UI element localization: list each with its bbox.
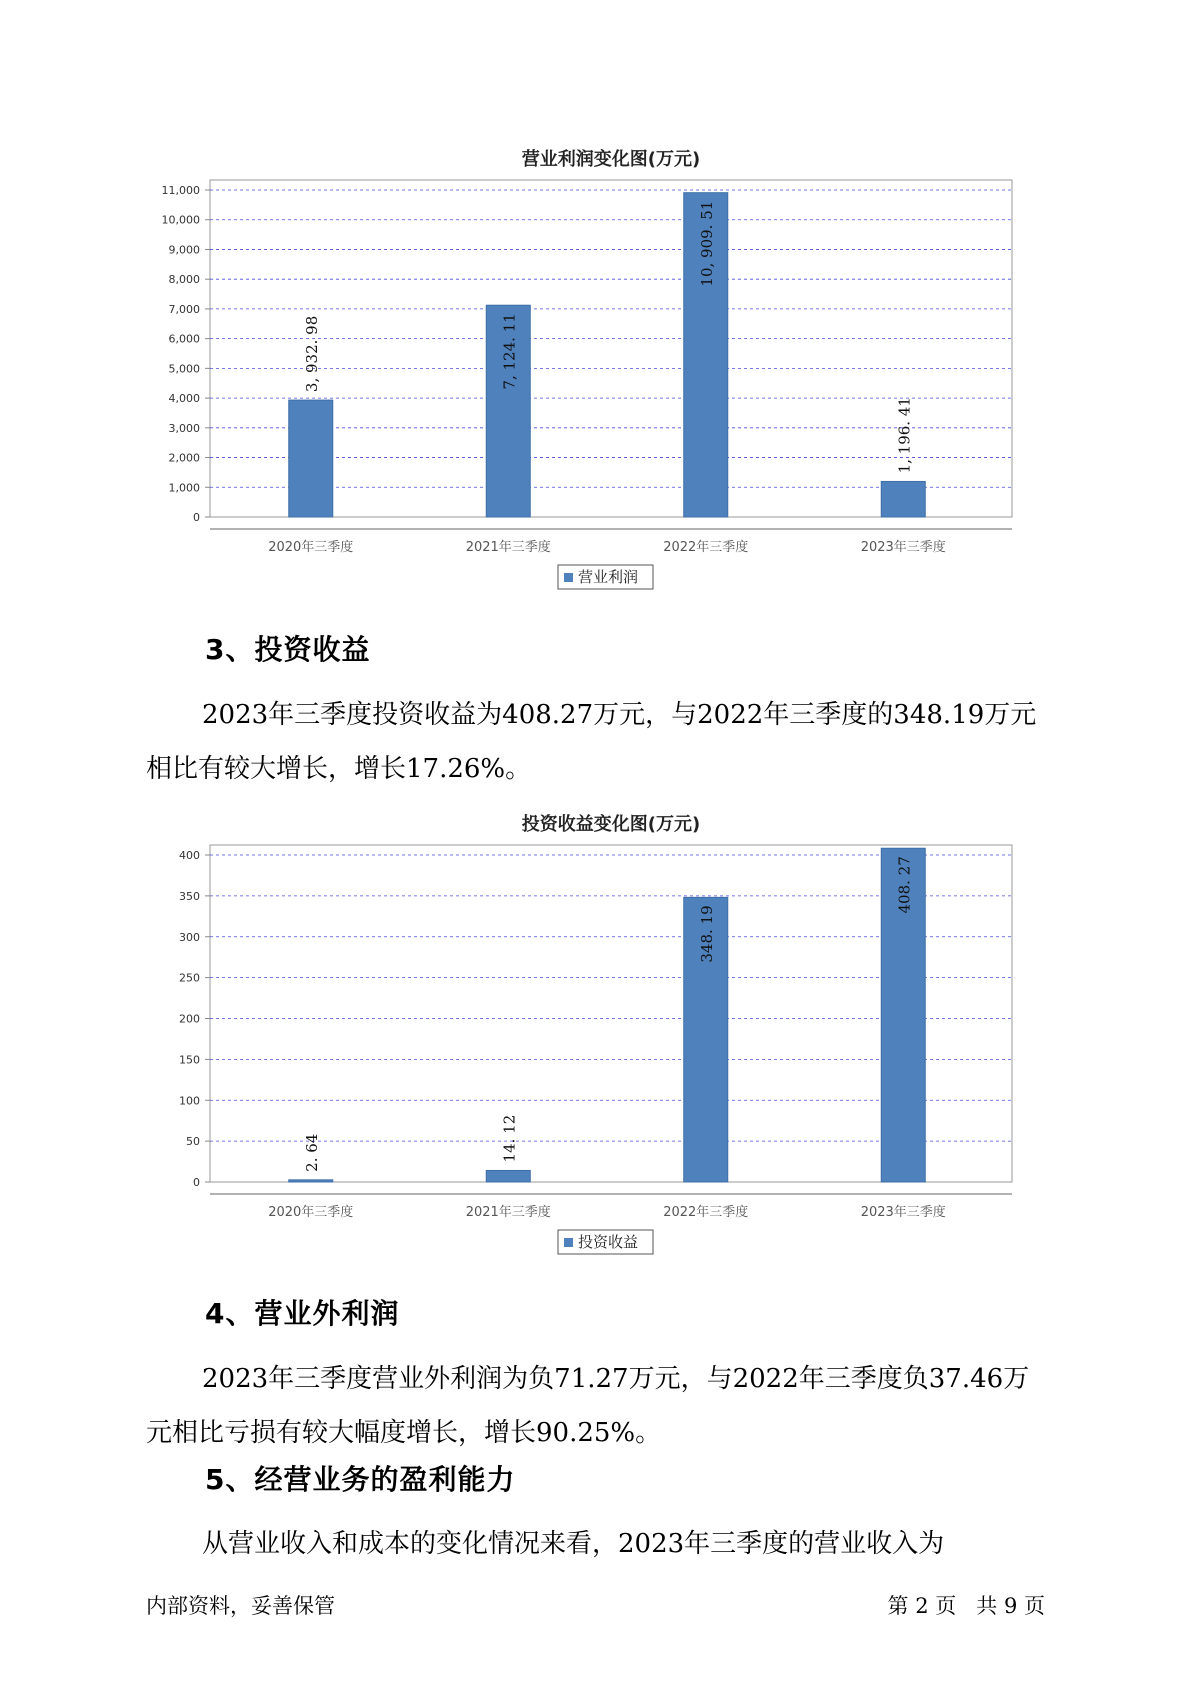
chart-title: 营业利润变化图(万元) [521,149,701,170]
investment-income-chart-svg [0,800,1191,1260]
x-tick-label: 2021年三季度 [465,1205,551,1220]
y-tick-label: 0 [193,1176,200,1189]
y-tick-label: 4,000 [168,392,200,406]
x-tick-label: 2020年三季度 [268,540,354,555]
y-tick-label: 200 [179,1012,200,1026]
section-3-heading: 3、投资收益 [205,633,371,666]
bar-value-label: 1, 196. 41 [895,397,914,474]
footer-confidential: 内部资料，妥善保管 [146,1594,335,1618]
bar-value-label: 7, 124. 11 [500,313,519,390]
section-4-paragraph [146,1352,1046,1460]
y-tick-label: 100 [179,1094,200,1108]
bar-value-label: 14. 12 [500,1114,519,1163]
section-4-text: 2023年三季度营业外利润为负71.27万元，与2022年三季度负37.46万元相比亏损有较大幅度增长，增长90.25%。 [146,1364,1030,1448]
section-4-heading: 4、营业外利润 [205,1297,400,1330]
x-tick-label: 2021年三季度 [465,540,551,555]
bar-value-label: 348. 19 [697,905,716,963]
y-tick-label: 3,000 [168,421,200,435]
legend-swatch [564,1238,573,1247]
y-tick-label: 150 [179,1053,200,1067]
x-tick-label: 2022年三季度 [663,1205,749,1220]
bar [486,1170,530,1182]
y-tick-label: 50 [186,1135,200,1149]
x-tick-label: 2020年三季度 [268,1205,354,1220]
bar [881,481,925,517]
x-tick-label: 2023年三季度 [860,1205,946,1220]
bar [289,1180,333,1182]
y-tick-label: 2,000 [168,451,200,465]
y-tick-label: 11,000 [161,184,200,197]
legend-swatch [564,573,573,582]
chart-title: 投资收益变化图(万元) [521,814,701,835]
section-5-text: 从营业收入和成本的变化情况来看，2023年三季度的营业收入为 [202,1529,945,1559]
y-tick-label: 1,000 [168,481,200,495]
y-tick-label: 9,000 [168,243,200,257]
y-tick-label: 10,000 [161,213,200,227]
operating-profit-chart-svg [0,135,1191,595]
x-tick-label: 2022年三季度 [663,540,749,555]
bar-value-label: 3, 932. 98 [302,315,321,393]
y-tick-label: 0 [193,511,200,524]
section-3-paragraph [146,688,1046,796]
operating-profit-chart [0,135,1191,595]
investment-income-chart [0,800,1191,1260]
section-5-heading: 5、经营业务的盈利能力 [205,1463,516,1496]
y-tick-label: 250 [179,971,200,985]
footer-page-number: 第 2 页 共 9 页 [887,1594,1045,1618]
y-tick-label: 6,000 [168,332,200,346]
section-3-text: 2023年三季度投资收益为408.27万元，与2022年三季度的348.19万元相比有较大增长，增长17.26%。 [146,700,1037,784]
bar-value-label: 408. 27 [895,856,914,914]
section-5-paragraph [146,1517,1046,1571]
bar [289,400,333,517]
y-tick-label: 7,000 [168,302,200,316]
legend-label: 营业利润 [578,568,639,586]
x-tick-label: 2023年三季度 [860,540,946,555]
bar-value-label: 2. 64 [302,1133,321,1172]
bar-value-label: 10, 909. 51 [697,200,716,287]
y-tick-label: 300 [179,930,200,944]
y-tick-label: 350 [179,889,200,903]
y-tick-label: 8,000 [168,273,200,287]
y-tick-label: 400 [179,849,200,862]
y-tick-label: 5,000 [168,362,200,376]
legend-label: 投资收益 [578,1233,639,1251]
